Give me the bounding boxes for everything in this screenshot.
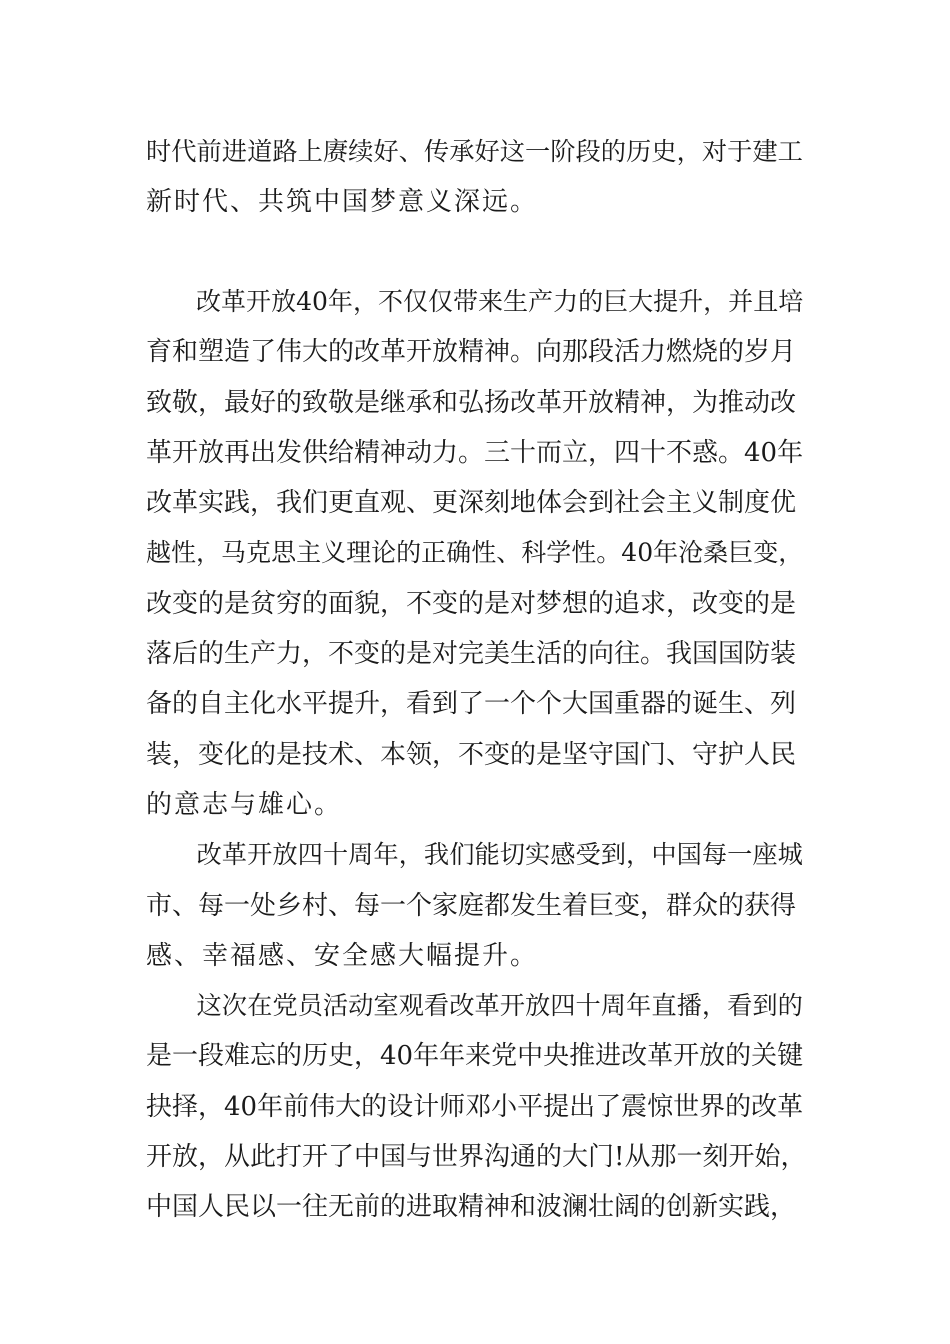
text-line: 这次在党员活动室观看改革开放四十周年直播，看到的 <box>146 991 803 1021</box>
body-paragraphs <box>146 277 810 1233</box>
text-line: 致敬，最好的致敬是继承和弘扬改革开放精神，为推动改 <box>146 387 797 418</box>
text-line: 育和塑造了伟大的改革开放精神。向那段活力燃烧的岁月 <box>146 337 797 368</box>
text-line: 新时代、共筑中国梦意义深远。 <box>146 187 539 218</box>
text-line: 是一段难忘的历史，40年年来党中央推进改革开放的关键 <box>146 1041 804 1072</box>
text-line: 改革开放四十周年，我们能切实感受到，中国每一座城 <box>146 840 803 870</box>
text-line: 装，变化的是技术、本领，不变的是坚守国门、守护人民 <box>146 739 797 770</box>
text-line: 的意志与雄心。 <box>146 789 343 820</box>
text-line: 感、幸福感、安全感大幅提升。 <box>146 940 539 971</box>
text-line: 改革实践，我们更直观、更深刻地体会到社会主义制度优 <box>146 488 797 519</box>
text-line: 抉择，40年前伟大的设计师邓小平提出了震惊世界的改革 <box>146 1091 804 1122</box>
text-line: 改变的是贫穷的面貌，不变的是对梦想的追求，改变的是 <box>146 588 797 619</box>
text-line: 市、每一处乡村、每一个家庭都发生着巨变，群众的获得 <box>146 890 797 921</box>
text-line: 越性，马克思主义理论的正确性、科学性。40年沧桑巨变， <box>146 538 804 568</box>
text-line: 时代前进道路上赓续好、传承好这一阶段的历史，对于建工 <box>146 137 803 166</box>
intro-paragraph <box>146 127 810 228</box>
text-line: 中国人民以一往无前的进取精神和波澜壮阔的创新实践， <box>146 1192 797 1223</box>
text-line: 改革开放40年，不仅仅带来生产力的巨大提升，并且培 <box>146 287 804 316</box>
text-line: 备的自主化水平提升，看到了一个个大国重器的诞生、列 <box>146 689 797 720</box>
text-line: 开放，从此打开了中国与世界沟通的大门!从那一刻开始， <box>146 1142 807 1173</box>
text-line: 革开放再出发供给精神动力。三十而立，四十不惑。40年 <box>146 437 804 468</box>
text-line: 落后的生产力，不变的是对完美生活的向往。我国国防装 <box>146 639 797 670</box>
